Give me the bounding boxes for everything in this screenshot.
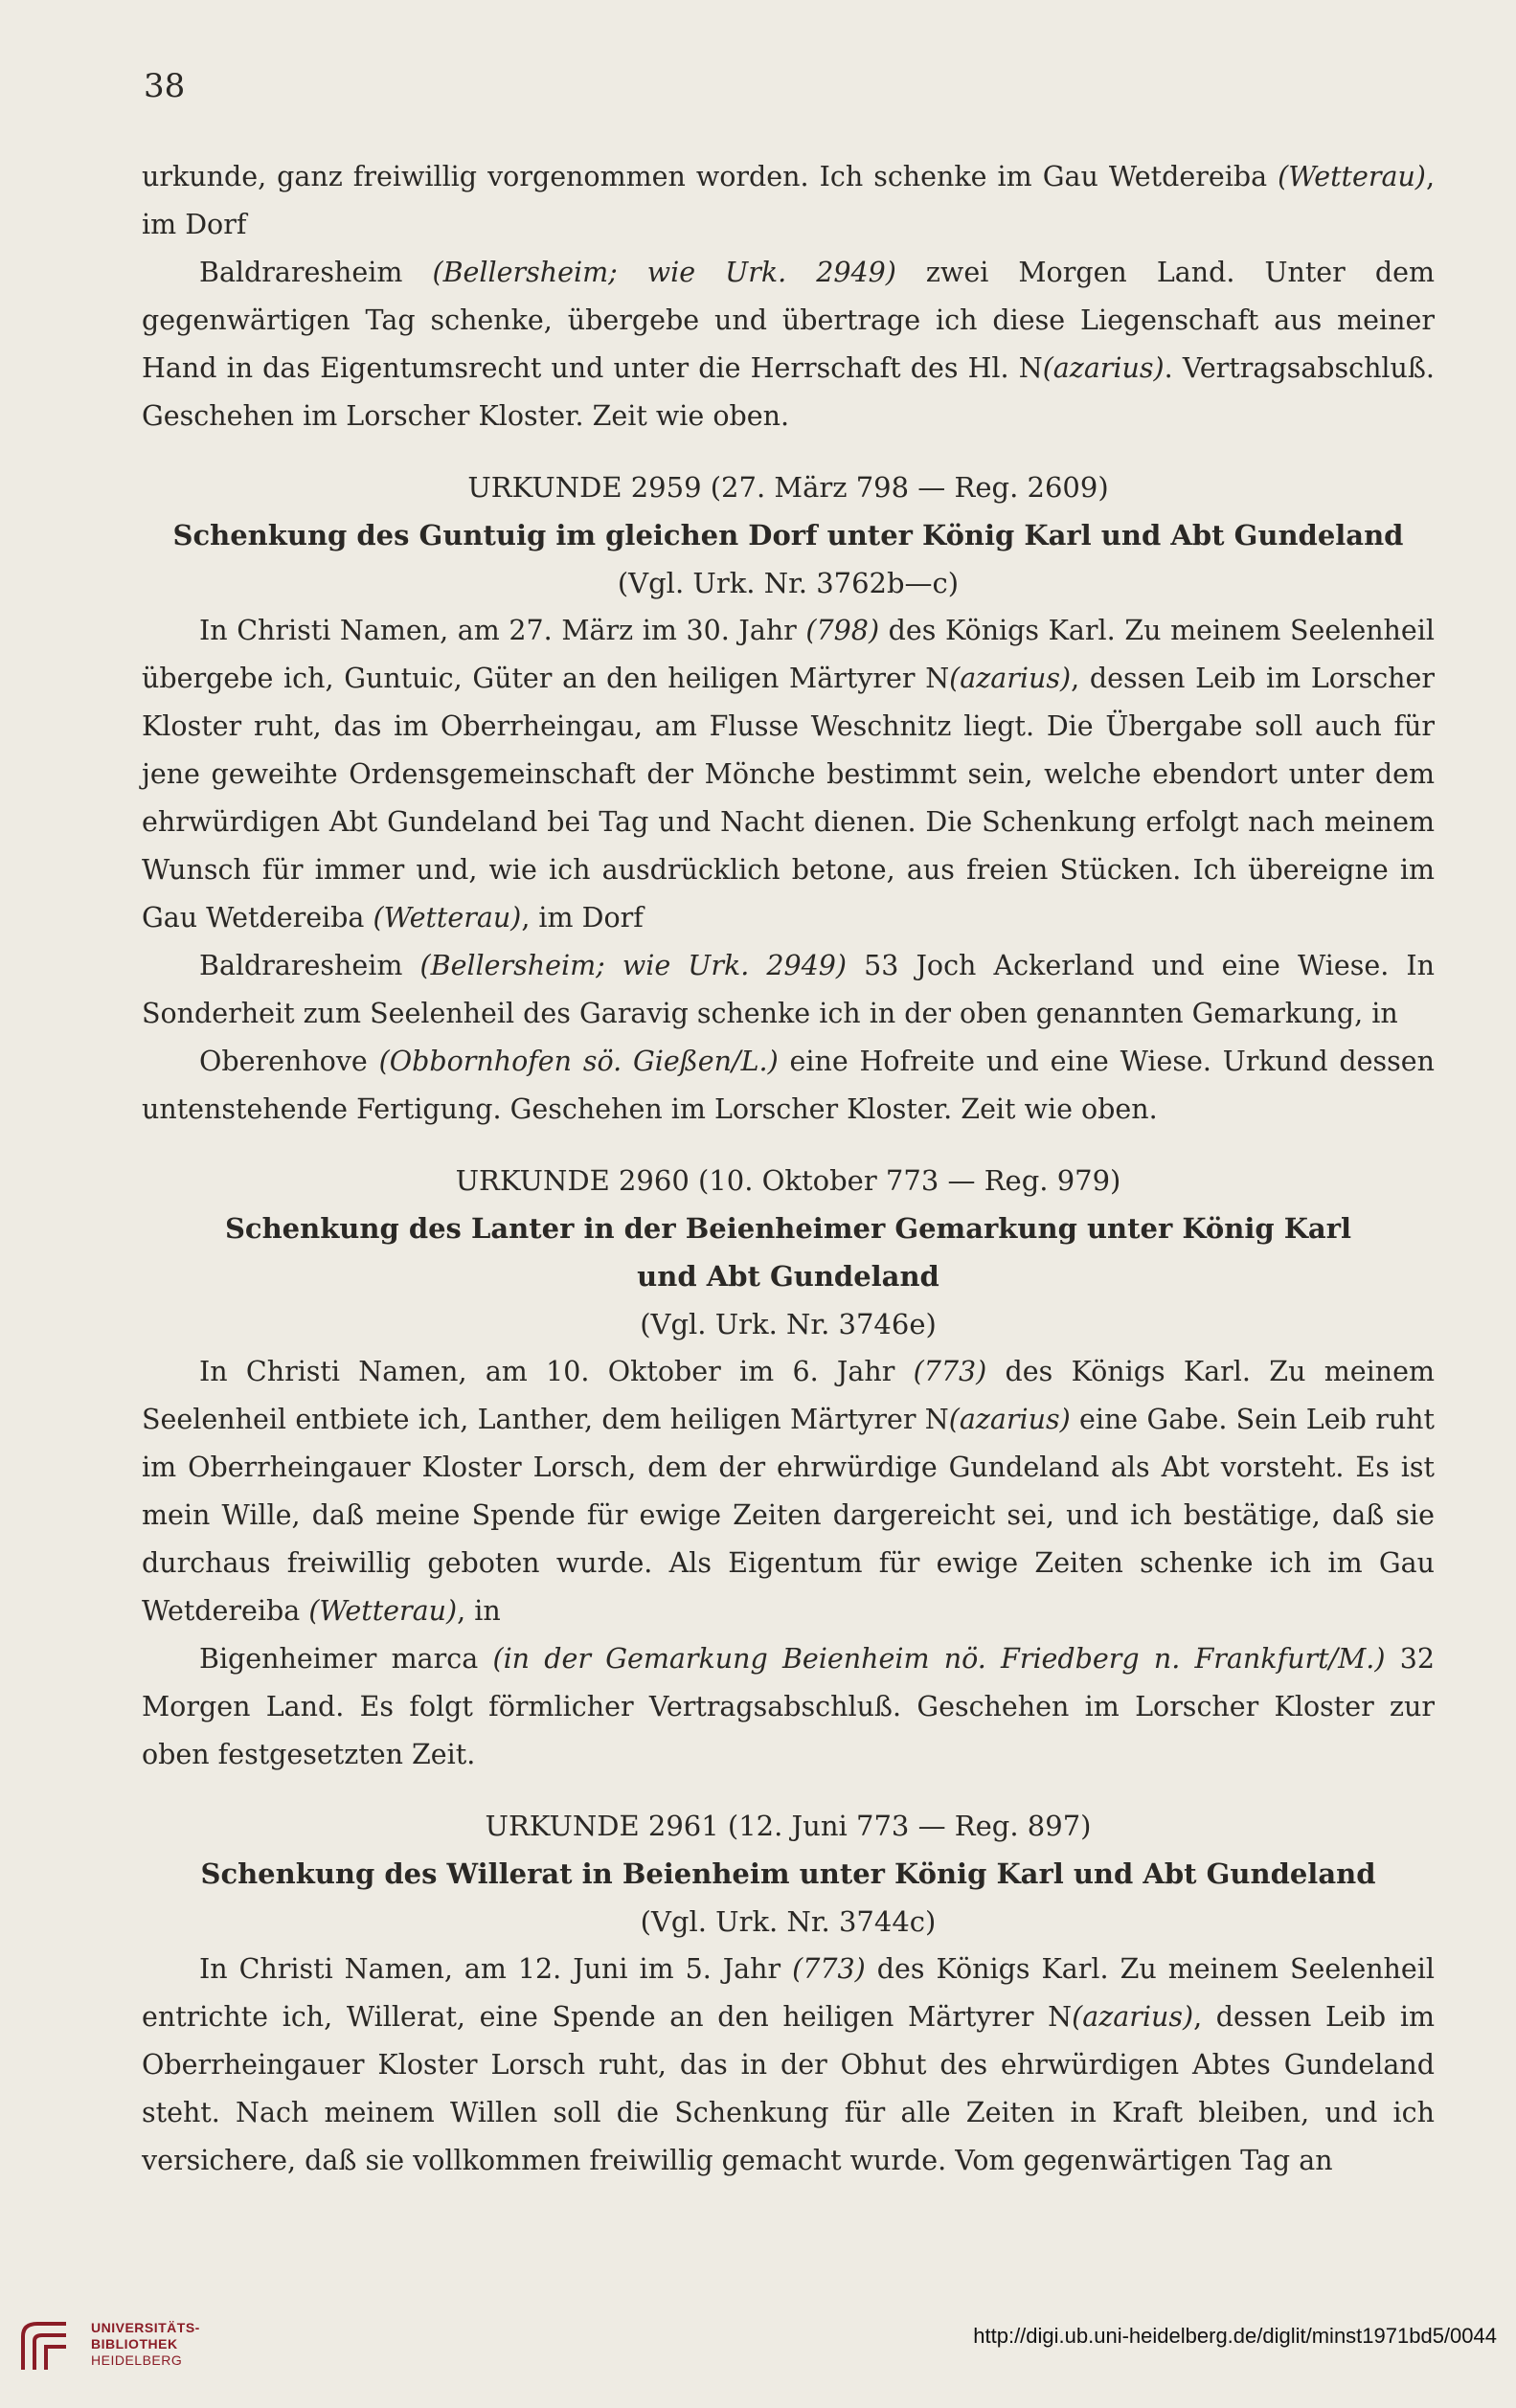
italic-annotation: (azarius): [1042, 352, 1165, 384]
italic-annotation: (Wetterau): [373, 902, 522, 934]
italic-annotation: (773): [913, 1356, 987, 1387]
italic-annotation: (773): [792, 1953, 866, 1985]
paragraph: In Christi Namen, am 12. Juni im 5. Jahr (773) des Königs Karl. Zu meinem Seelenheil entrichte ich, Willerat, eine Spende an den heiligen Märtyrer N(azarius), dessen Leib im Oberrheingauer Kloster Lorsch ruht, das in der Obhut des ehrwürdigen Abtes Gundeland steht. Nach meinem Willen soll die Schenkung für alle Zeiten in Kraft bleiben, und ich versichere, daß sie vollkommen freiwillig gemacht wurde. Vom gegenwärtigen Tag an: [142, 1953, 1435, 2176]
italic-annotation: (azarius): [949, 663, 1072, 694]
charter-heading: URKUNDE 2961 (12. Juni 773 — Reg. 897): [485, 1810, 1092, 1842]
library-name-line: UNIVERSITÄTS-: [91, 2320, 200, 2335]
italic-annotation: (Obbornhofen sö. Gießen/L.): [378, 1046, 779, 1077]
charter-heading: URKUNDE 2960 (10. Oktober 773 — Reg. 979): [455, 1164, 1121, 1197]
italic-annotation: (azarius): [948, 1404, 1071, 1435]
italic-annotation: (Bellersheim; wie Urk. 2949): [432, 257, 896, 288]
library-name-line: BIBLIOTHEK: [91, 2336, 178, 2352]
library-name-line: HEIDELBERG: [91, 2352, 183, 2368]
page-footer: [0, 2303, 1516, 2408]
italic-annotation: (Bellersheim; wie Urk. 2949): [419, 950, 848, 981]
paragraph: Oberenhove (Obbornhofen sö. Gießen/L.) eine Hofreite und eine Wiese. Urkund dessen untenstehende Fertigung. Geschehen im Lorscher Kloster. Zeit wie oben.: [142, 1046, 1435, 1125]
charter-title: Schenkung des Willerat in Beienheim unter König Karl und Abt Gundeland: [200, 1857, 1376, 1890]
italic-annotation: (in der Gemarkung Beienheim nö. Friedberg n. Frankfurt/M.): [492, 1643, 1386, 1675]
italic-annotation: (Wetterau): [308, 1595, 458, 1627]
page-number: 38: [144, 67, 186, 105]
paragraph: Bigenheimer marca (in der Gemarkung Beienheim nö. Friedberg n. Frankfurt/M.) 32 Morgen Land. Es folgt förmlicher Vertragsabschluß. Geschehen im Lorscher Kloster zur oben festgesetzten Zeit.: [142, 1643, 1436, 1770]
charter-title: Schenkung des Guntuig im gleichen Dorf unter König Karl und Abt Gundeland: [172, 519, 1404, 551]
paragraph: In Christi Namen, am 27. März im 30. Jahr (798) des Königs Karl. Zu meinem Seelenheil übergebe ich, Guntuic, Güter an den heiligen Märtyrer N(azarius), dessen Leib im Lorscher Kloster ruht, das im Oberrheingau, am Flusse Weschnitz liegt. Die Übergabe soll auch für jene geweihte Ordensgemeinschaft der Mönche bestimmt sein, welche ebendort unter dem ehrwürdigen Abt Gundeland bei Tag und Nacht dienen. Die Schenkung erfolgt nach meinem Wunsch für immer und, wie ich ausdrücklich betone, aus freien Stücken. Ich übereigne im Gau Wetdereiba (Wetterau), im Dorf: [142, 615, 1436, 934]
source-url-link[interactable]: http://digi.ub.uni-heidelberg.de/diglit/minst1971bd5/0044: [973, 2324, 1497, 2348]
library-name: [91, 2320, 200, 2369]
charter-title-continued: und Abt Gundeland: [637, 1260, 939, 1293]
charter-reference: (Vgl. Urk. Nr. 3762b—c): [617, 567, 960, 599]
italic-annotation: (azarius): [1072, 2001, 1194, 2033]
charter-reference: (Vgl. Urk. Nr. 3746e): [640, 1308, 937, 1340]
italic-annotation: (Wetterau): [1278, 161, 1426, 192]
charter-title: Schenkung des Lanter in der Beienheimer Gemarkung unter König Karl: [224, 1212, 1352, 1245]
paragraph: In Christi Namen, am 10. Oktober im 6. Jahr (773) des Königs Karl. Zu meinem Seelenheil entbiete ich, Lanther, dem heiligen Märtyrer N(azarius) eine Gabe. Sein Leib ruht im Oberrheingauer Kloster Lorsch, dem der ehrwürdige Gundeland als Abt vorsteht. Es ist mein Wille, daß meine Spende für ewige Zeiten dargereicht sei, und ich bestätige, daß sie durchaus freiwillig geboten wurde. Als Eigentum für ewige Zeiten schenke ich im Gau Wetdereiba (Wetterau), in: [142, 1356, 1435, 1627]
paragraph: Baldraresheim (Bellersheim; wie Urk. 2949) 53 Joch Ackerland und eine Wiese. In Sonderheit zum Seelenheil des Garavig schenke ich in der oben genannten Gemarkung, in: [142, 950, 1436, 1029]
library-logo-icon: [13, 2312, 80, 2379]
paragraph: urkunde, ganz freiwillig vorgenommen worden. Ich schenke im Gau Wetdereiba (Wetterau), im Dorf: [142, 161, 1435, 240]
text-body: [142, 153, 1435, 2185]
italic-annotation: (798): [805, 615, 880, 646]
charter-heading: URKUNDE 2959 (27. März 798 — Reg. 2609): [467, 471, 1109, 504]
paragraph: Baldraresheim (Bellersheim; wie Urk. 2949) zwei Morgen Land. Unter dem gegenwärtigen Tag schenke, übergebe und übertrage ich diese Liegenschaft aus meiner Hand in das Eigentumsrecht und unter die Herrschaft des Hl. N(azarius). Vertragsabschluß. Geschehen im Lorscher Kloster. Zeit wie oben.: [142, 257, 1435, 432]
charter-reference: (Vgl. Urk. Nr. 3744c): [640, 1905, 937, 1938]
